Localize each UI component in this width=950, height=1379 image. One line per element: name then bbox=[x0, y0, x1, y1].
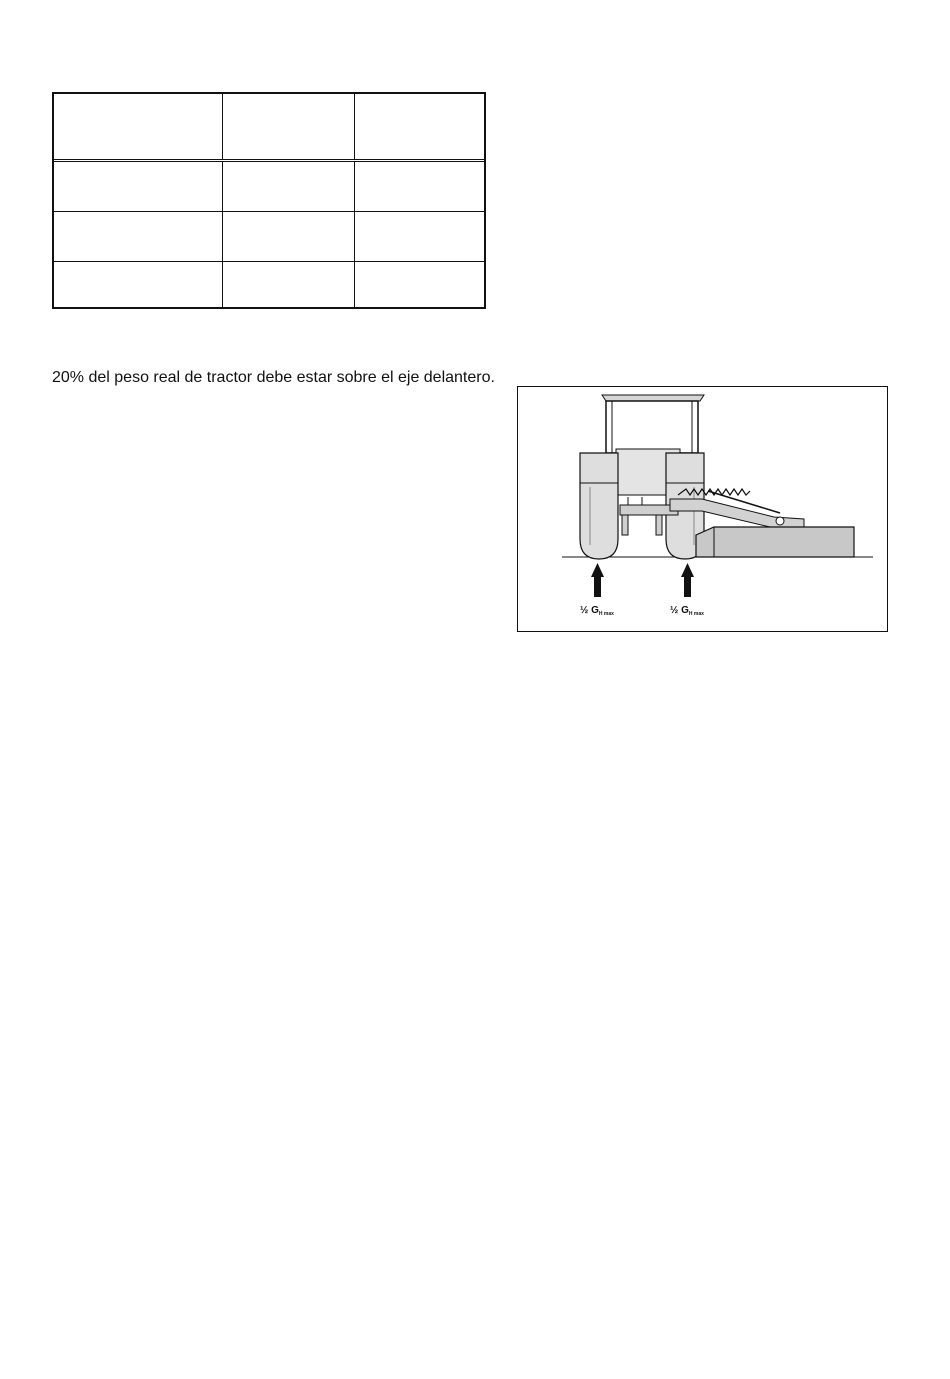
front-axle-weight-note: 20% del peso real de tractor debe estar sobre el eje delantero. bbox=[52, 369, 495, 386]
table-row bbox=[54, 162, 484, 212]
data-table bbox=[52, 92, 486, 309]
table-cell bbox=[355, 212, 484, 261]
tractor-mower-illustration bbox=[518, 387, 887, 631]
table-cell bbox=[223, 212, 355, 261]
table-cell bbox=[223, 162, 355, 211]
tractor-mower-figure bbox=[517, 386, 888, 632]
table-cell bbox=[355, 262, 484, 307]
cab-frame bbox=[606, 401, 698, 453]
left-load-arrow bbox=[594, 577, 601, 597]
drawbar bbox=[620, 505, 678, 515]
right-load-arrow bbox=[684, 577, 691, 597]
table-cell bbox=[54, 262, 223, 307]
right-load-label: ½ $G_{H max}$ bbox=[670, 605, 704, 617]
table-cell bbox=[223, 262, 355, 307]
table-header-cell bbox=[223, 94, 355, 159]
table-header-cell bbox=[355, 94, 484, 159]
table-header-row bbox=[54, 94, 484, 162]
table-cell bbox=[54, 162, 223, 211]
mower-deck bbox=[696, 527, 854, 557]
table-cell bbox=[54, 212, 223, 261]
left-load-label: ½ $G_{H max}$ bbox=[580, 605, 614, 617]
table-row bbox=[54, 212, 484, 262]
table-row bbox=[54, 262, 484, 307]
left-wheel bbox=[580, 453, 618, 559]
cab-roof bbox=[602, 395, 704, 401]
table-cell bbox=[355, 162, 484, 211]
table-header-cell bbox=[54, 94, 223, 159]
